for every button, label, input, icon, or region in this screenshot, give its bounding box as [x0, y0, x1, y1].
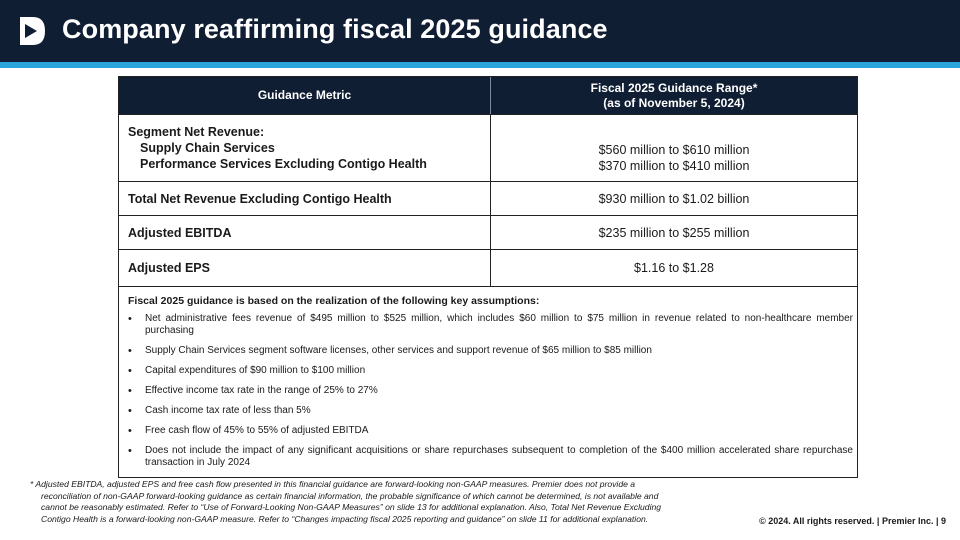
copyright-footer: © 2024. All rights reserved. | Premier Inc. | 9 — [759, 516, 946, 526]
assumption-text: Capital expenditures of $90 million to $100 million — [145, 365, 366, 376]
footnote — [30, 479, 730, 525]
table-row — [119, 181, 857, 215]
metric-label: Adjusted EPS — [128, 261, 210, 275]
header-accent-stripe — [0, 62, 960, 68]
segment-value-cell — [491, 115, 857, 181]
value-cell — [491, 216, 857, 249]
segment-label-cell — [119, 115, 491, 181]
header-cell-metric — [119, 77, 491, 114]
assumption-text: Free cash flow of 45% to 55% of adjusted EBITDA — [145, 425, 369, 436]
slide-header — [0, 0, 960, 62]
footnote-line: cannot be reasonably estimated. Refer to “Use of Forward-Looking Non-GAAP Measures” on slide 13 for additional explanation. Also, Total Net Revenue Excluding — [41, 502, 662, 513]
column-header-metric: Guidance Metric — [257, 88, 352, 102]
assumption-text: Net administrative fees revenue of $495 million to $525 million, which includes $60 million to $75 million in revenue related to non-healthcare member purchasing — [145, 313, 853, 336]
footnote-line: reconciliation of non-GAAP forward-looking guidance as certain financial information, the probable significance of which cannot be determined, is not available and — [41, 490, 659, 501]
assumption-text: Effective income tax rate in the range of 25% to 27% — [145, 385, 378, 396]
bullet-icon: • — [128, 313, 132, 325]
footnote-line: * Adjusted EBITDA, adjusted EPS and free cash flow presented in this financial guidance are forward-looking non-GAAP measures. Premier does not provide a — [30, 479, 636, 489]
assumption-text: Does not include the impact of any significant acquisitions or share repurchases subsequent to completion of the $400 million accelerated share repurchase transaction in July 2024 — [145, 445, 853, 468]
assumption-item — [128, 385, 853, 397]
assumption-item — [128, 445, 853, 469]
metric-cell — [119, 182, 491, 215]
bullet-icon: • — [128, 445, 132, 457]
slide-title: Company reaffirming fiscal 2025 guidance — [62, 14, 608, 44]
bullet-icon: • — [128, 345, 132, 357]
table-header-row — [119, 77, 857, 114]
assumption-text: Cash income tax rate of less than 5% — [145, 405, 311, 416]
table-row — [119, 249, 857, 286]
table-row — [119, 215, 857, 249]
segment-item-label: Supply Chain Services — [140, 141, 275, 155]
segment-item-label: Performance Services Excluding Contigo Health — [140, 157, 427, 171]
assumptions-section — [119, 286, 857, 477]
column-header-range: Fiscal 2025 Guidance Range* — [590, 80, 758, 95]
value-cell — [491, 182, 857, 215]
table-row-segment — [119, 114, 857, 181]
metric-value: $930 million to $1.02 billion — [598, 191, 750, 206]
metric-value: $1.16 to $1.28 — [634, 261, 714, 275]
bullet-icon: • — [128, 385, 132, 397]
assumptions-title: Fiscal 2025 guidance is based on the realization of the following key assumptions: — [128, 295, 540, 307]
bullet-icon: • — [128, 405, 132, 417]
segment-item-value: $560 million to $610 million — [598, 143, 750, 157]
segment-title: Segment Net Revenue: — [128, 125, 265, 139]
segment-item-value: $370 million to $410 million — [598, 159, 750, 173]
metric-label: Total Net Revenue Excluding Contigo Health — [128, 191, 392, 206]
metric-label: Adjusted EBITDA — [128, 225, 232, 240]
header-cell-range — [491, 77, 857, 114]
metric-cell — [119, 250, 491, 286]
metric-cell — [119, 216, 491, 249]
guidance-table — [118, 76, 858, 478]
metric-value: $235 million to $255 million — [598, 225, 750, 240]
assumption-item — [128, 365, 853, 377]
footnote-line: Contigo Health is a forward-looking non-GAAP measure. Refer to “Changes impacting fiscal 2025 reporting and guidance” on slide 11 for additional explanation. — [41, 513, 649, 524]
bullet-icon: • — [128, 425, 132, 437]
assumption-item — [128, 425, 853, 437]
premier-logo-icon — [16, 14, 48, 48]
value-cell — [491, 250, 857, 286]
assumption-item — [128, 345, 853, 357]
assumption-item — [128, 405, 853, 417]
assumption-text: Supply Chain Services segment software licenses, other services and support revenue of $65 million to $85 million — [145, 345, 652, 356]
column-header-range-date: (as of November 5, 2024) — [603, 95, 745, 110]
assumption-item — [128, 313, 853, 337]
bullet-icon: • — [128, 365, 132, 377]
